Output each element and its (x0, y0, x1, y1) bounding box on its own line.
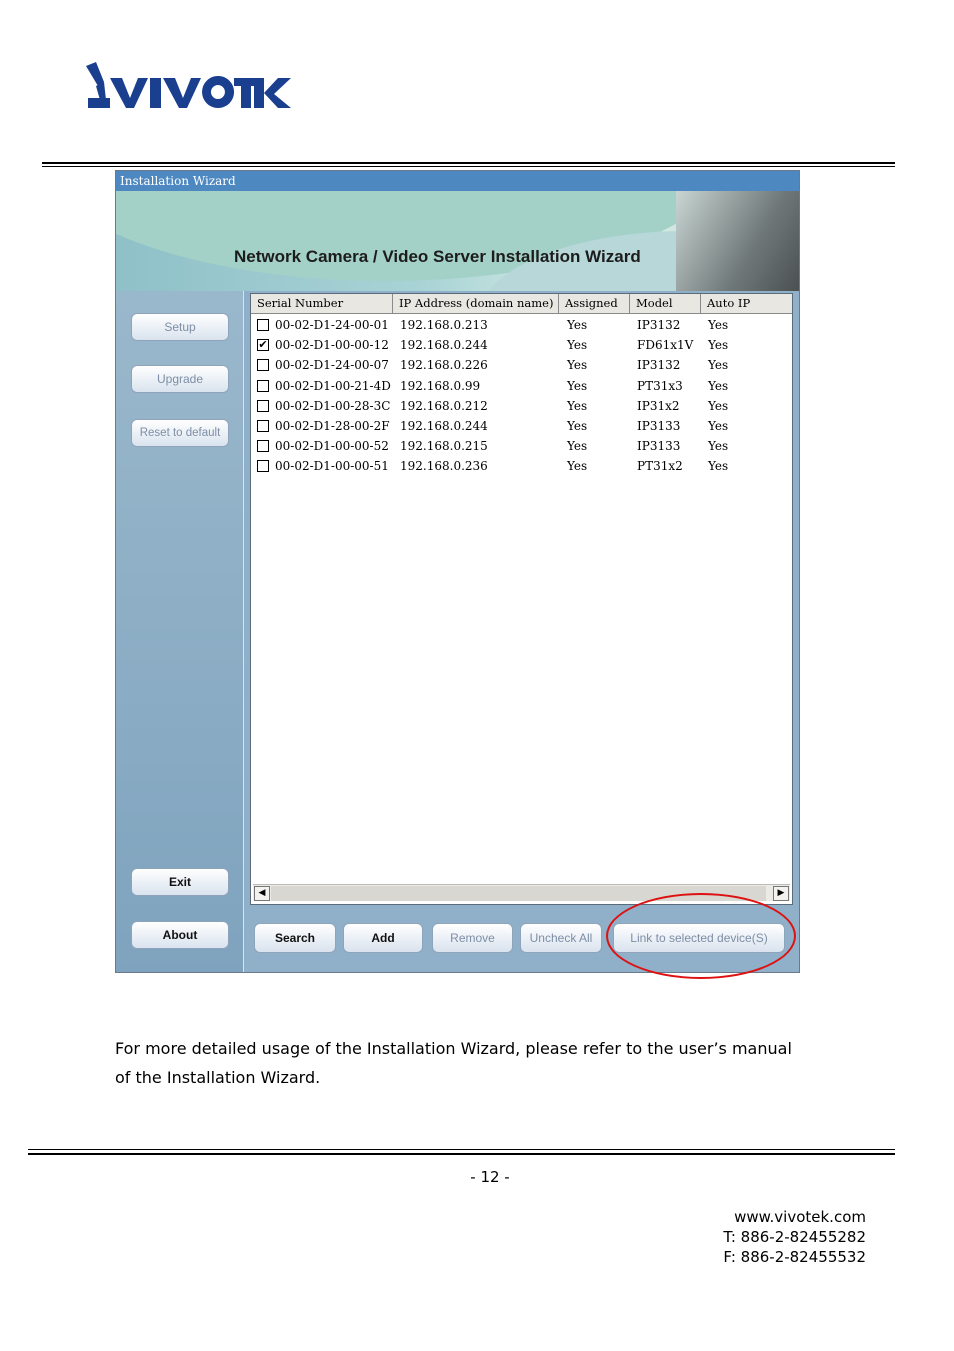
cell-auto-ip: Yes (708, 459, 729, 474)
cell-model: IP3133 (637, 419, 681, 433)
checkbox-icon[interactable] (257, 400, 269, 412)
footer-rule-thin (28, 1149, 895, 1150)
cell-assigned: Yes (567, 459, 588, 474)
brand-name (84, 60, 85, 61)
upgrade-button[interactable]: Upgrade (131, 365, 229, 393)
cell-assigned: Yes (567, 398, 588, 413)
device-list-header (251, 294, 792, 314)
checkbox-icon[interactable] (257, 319, 269, 331)
cell-serial: 00-02-D1-00-28-3C (275, 398, 391, 413)
checkbox-icon[interactable] (257, 460, 269, 472)
cell-auto-ip: Yes (708, 318, 729, 332)
remove-button[interactable]: Remove (432, 923, 513, 953)
table-row[interactable] (251, 416, 792, 436)
cell-model: PT31x2 (637, 459, 683, 474)
cell-assigned: Yes (567, 358, 588, 373)
cell-assigned: Yes (567, 419, 588, 433)
cell-serial: 00-02-D1-00-21-4D (275, 378, 391, 393)
cell-assigned: Yes (567, 439, 588, 454)
cell-serial: 00-02-D1-00-00-12 (275, 338, 389, 353)
add-button[interactable]: Add (343, 923, 423, 953)
wizard-sidebar (116, 291, 244, 973)
uncheck-all-button[interactable]: Uncheck All (520, 923, 602, 953)
cell-auto-ip: Yes (708, 398, 729, 413)
cell-serial: 00-02-D1-00-00-51 (275, 459, 389, 474)
cell-ip: 192.168.0.244 (400, 338, 488, 353)
table-row[interactable] (251, 376, 792, 396)
cell-model: IP3132 (637, 358, 681, 373)
contact-info (600, 1207, 866, 1267)
cell-assigned: Yes (567, 318, 588, 332)
checkbox-checked-icon[interactable]: ✔ (258, 338, 268, 352)
column-header-serial[interactable]: Serial Number (251, 294, 393, 314)
checkbox-icon[interactable] (257, 440, 269, 452)
cell-serial: 00-02-D1-28-00-2F (275, 419, 390, 433)
exit-button[interactable]: Exit (131, 868, 229, 896)
cell-auto-ip: Yes (708, 338, 729, 353)
cell-model: IP3132 (637, 318, 681, 332)
body-paragraph (115, 1034, 915, 1092)
banner-image (676, 191, 799, 291)
cell-ip: 192.168.0.213 (400, 318, 488, 332)
cell-ip: 192.168.0.99 (400, 378, 481, 393)
cell-auto-ip: Yes (708, 419, 729, 433)
phone-text: T: 886-2-82455282 (723, 1228, 866, 1246)
table-row[interactable] (251, 396, 792, 416)
column-header-model[interactable]: Model (630, 294, 701, 314)
vivotek-logo (84, 60, 294, 112)
cell-serial: 00-02-D1-24-00-07 (275, 358, 389, 373)
reset-to-default-button[interactable]: Reset to default (131, 419, 229, 447)
cell-model: IP31x2 (637, 398, 680, 413)
cell-auto-ip: Yes (708, 358, 729, 373)
cell-assigned: Yes (567, 378, 588, 393)
cell-ip: 192.168.0.212 (400, 398, 488, 413)
column-header-assigned[interactable]: Assigned (559, 294, 630, 314)
fax-text: F: 886-2-82455532 (723, 1248, 866, 1266)
installation-wizard-window (115, 170, 800, 973)
setup-button[interactable]: Setup (131, 313, 229, 341)
cell-model: IP3133 (637, 439, 681, 454)
search-button[interactable]: Search (254, 923, 336, 953)
body-line-1: For more detailed usage of the Installation Wizard, please refer to the user’s manual (115, 1039, 792, 1058)
cell-model: PT31x3 (637, 378, 683, 393)
cell-ip: 192.168.0.226 (400, 358, 488, 373)
scroll-left-icon[interactable]: ◀ (254, 886, 270, 901)
table-row[interactable] (251, 315, 792, 335)
wizard-banner (116, 191, 799, 291)
table-row[interactable] (251, 456, 792, 476)
link-to-selected-device-button[interactable]: Link to selected device(S) (613, 923, 785, 953)
header-rule (42, 162, 895, 164)
highlight-circle (606, 893, 796, 979)
cell-model: FD61x1V (637, 338, 694, 353)
table-row[interactable] (251, 355, 792, 375)
cell-auto-ip: Yes (708, 378, 729, 393)
column-header-ip[interactable]: IP Address (domain name) (393, 294, 559, 314)
cell-serial: 00-02-D1-00-00-52 (275, 439, 389, 454)
cell-assigned: Yes (567, 338, 588, 353)
table-row[interactable] (251, 436, 792, 456)
cell-serial: 00-02-D1-24-00-01 (275, 318, 389, 332)
body-line-2: of the Installation Wizard. (115, 1068, 321, 1087)
device-list[interactable] (250, 293, 793, 905)
checkbox-icon[interactable] (257, 380, 269, 392)
banner-title: Network Camera / Video Server Installation Wizard (234, 247, 641, 266)
checkbox-icon[interactable] (257, 359, 269, 371)
cell-ip: 192.168.0.236 (400, 459, 488, 474)
page-number: - 12 - (470, 1168, 510, 1186)
checkbox-icon[interactable] (257, 420, 269, 432)
window-title: Installation Wizard (116, 171, 799, 191)
about-button[interactable]: About (131, 921, 229, 949)
table-row[interactable] (251, 335, 792, 355)
footer-rule (28, 1153, 895, 1155)
cell-auto-ip: Yes (708, 439, 729, 454)
website-text: www.vivotek.com (734, 1208, 866, 1226)
header-rule-thin (42, 166, 895, 167)
cell-ip: 192.168.0.244 (400, 419, 488, 433)
column-header-auto-ip[interactable]: Auto IP (707, 296, 751, 310)
cell-ip: 192.168.0.215 (400, 439, 488, 454)
scroll-right-icon[interactable]: ▶ (773, 886, 789, 901)
